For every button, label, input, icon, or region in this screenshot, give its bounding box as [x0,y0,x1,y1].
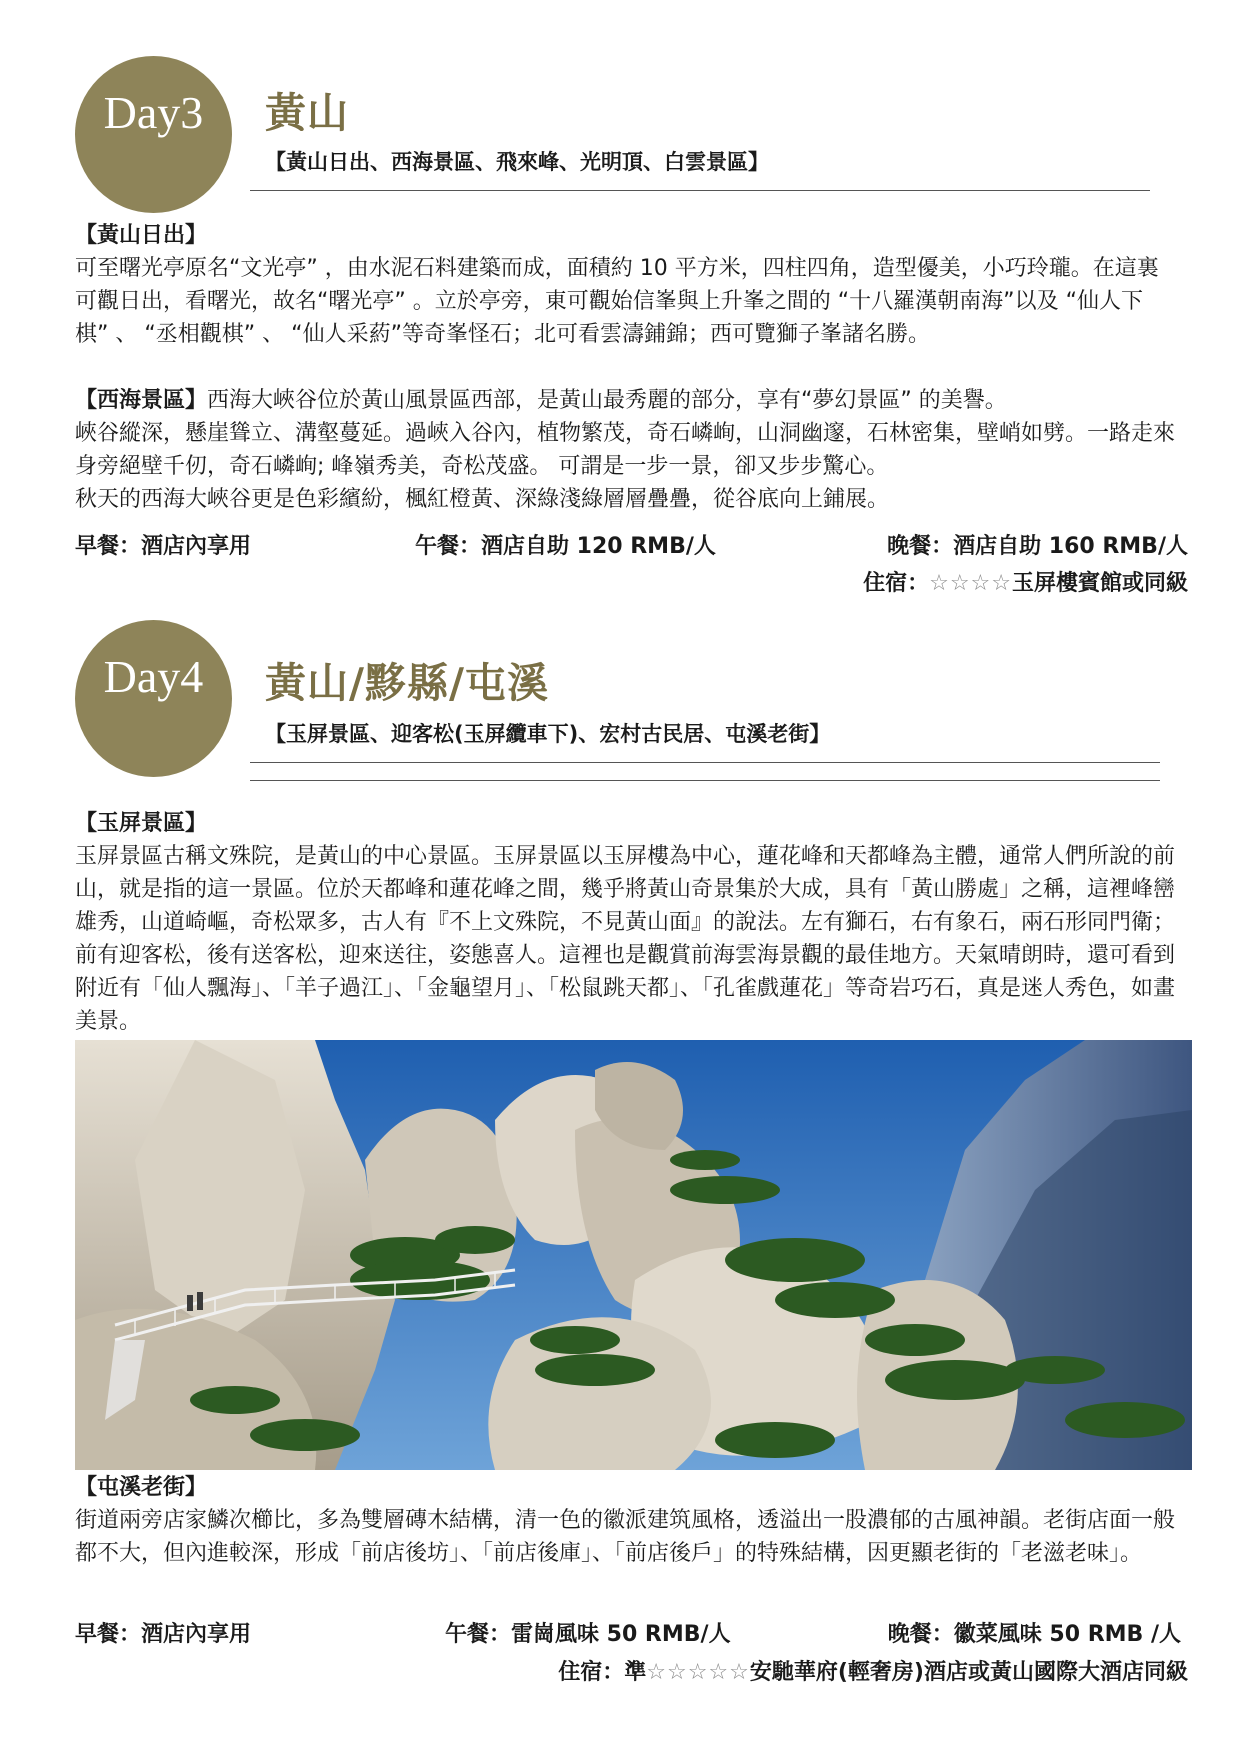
day3-sunrise-text: 可至曙光亭原名“文光亭” ，由水泥石料建築而成，面積約 10 平方米，四柱四角，造型優美，小巧玲瓏。在這裏可觀日出，看曙光，故名“曙光亭” 。立於亭旁，東可觀始信峯與上升峯之間的 “十八羅漢朝南海”以及 “仙人下棋” 、 “丞相觀棋” 、 “仙人采葯”等奇峯怪石；北可看雲濤鋪錦；西可覽獅子峯諸名勝。 [75,256,1159,347]
day4-title: 黃山/黟縣/屯溪 [265,659,549,707]
day4-lodging-prefix: 住宿：準 [558,1660,647,1685]
day4-lunch: 午餐：雷崗風味 50 RMB/人 [445,1622,731,1647]
day4-subtitle: 【玉屏景區、迎客松(玉屏纜車下)、宏村古民居、屯溪老街】 [265,722,831,746]
day3-dinner: 晚餐：酒店自助 160 RMB/人 [887,534,1188,559]
day4-tunxi-text: 街道兩旁店家鱗次櫛比，多為雙層磚木結構，清一色的徽派建筑風格，透溢出一股濃郁的古風神韻。老街店面一般都不大，但內進較深，形成「前店後坊」、「前店後庫」、「前店後戶」的特殊結構，因更顯老街的「老滋老味」。 [75,1508,1176,1566]
day4-dinner: 晚餐：徽菜風味 50 RMB /人 [887,1622,1181,1647]
huangshan-landscape-photo [75,1040,1192,1470]
day3-lodging-prefix: 住宿： [863,571,930,596]
day3-lodging-name: 玉屏樓賓館或同級 [1011,571,1188,596]
day4-badge [75,620,232,777]
day3-title: 黃山 [265,89,349,137]
day3-xihai-block [75,384,1175,516]
day3-sunrise-heading: 【黃山日出】 [75,223,208,248]
day4-divider-bottom [250,780,1160,781]
day3-badge [75,56,232,213]
day3-lunch: 午餐：酒店自助 120 RMB/人 [415,534,716,559]
day4-star-rating-icon: ☆☆☆☆☆ [646,1660,750,1685]
day4-badge-label: Day4 [103,651,204,702]
day3-xihai-heading: 【西海景區】 [75,388,208,413]
day3-xihai-text-1: 西海大峽谷位於黃山風景區西部，是黃山最秀麗的部分，享有“夢幻景區” 的美譽。 [207,388,1007,413]
day4-yuping-text: 玉屏景區古稱文殊院，是黃山的中心景區。玉屏景區以玉屏樓為中心，蓮花峰和天都峰為主體，通常人們所說的前山，就是指的這一景區。位於天都峰和蓮花峰之間，幾乎將黃山奇景集於大成，具有「黃山勝處」之稱，這裡峰巒雄秀，山道崎嶇，奇松眾多，古人有『不上文殊院，不見黃山面』的說法。左有獅石，右有象石，兩石形同門衛；前有迎客松，後有送客松，迎來送往，姿態喜人。這裡也是觀賞前海雲海景觀的最佳地方。天氣晴朗時，還可看到附近有「仙人飄海」、「羊子過江」、「金龜望月」、「松鼠跳天都」、「孔雀戲蓮花」等奇岩巧石，真是迷人秀色，如畫美景。 [75,844,1176,1034]
day3-lodging [863,566,1188,597]
day4-tunxi-heading: 【屯溪老街】 [75,1475,208,1500]
day3-badge-label: Day3 [103,87,204,138]
day3-breakfast: 早餐：酒店內享用 [75,534,252,559]
day3-divider [250,190,1150,191]
day4-yuping-heading: 【玉屏景區】 [75,811,208,836]
day4-lodging [558,1655,1188,1686]
day4-lodging-name: 安馳華府(輕奢房)酒店或黃山國際大酒店同級 [749,1660,1188,1685]
day3-subtitle: 【黃山日出、西海景區、飛來峰、光明頂、白雲景區】 [265,150,769,174]
day4-breakfast: 早餐：酒店內享用 [75,1622,252,1647]
day3-star-rating-icon: ☆☆☆☆ [929,571,1012,596]
day4-divider-top [250,762,1160,763]
day3-xihai-text-2: 峽谷縱深，懸崖聳立、溝壑蔓延。過峽入谷內，植物繁茂，奇石嶙峋，山洞幽邃，石林密集，壁峭如劈。一路走來身旁絕壁千仞，奇石嶙峋; 峰嶺秀美，奇松茂盛。 可謂是一步一景，卻又步步驚心。 [75,421,1176,479]
day3-xihai-text-3: 秋天的西海大峽谷更是色彩繽紛，楓紅橙黃、深綠淺綠層層疊疊，從谷底向上鋪展。 [75,487,890,512]
